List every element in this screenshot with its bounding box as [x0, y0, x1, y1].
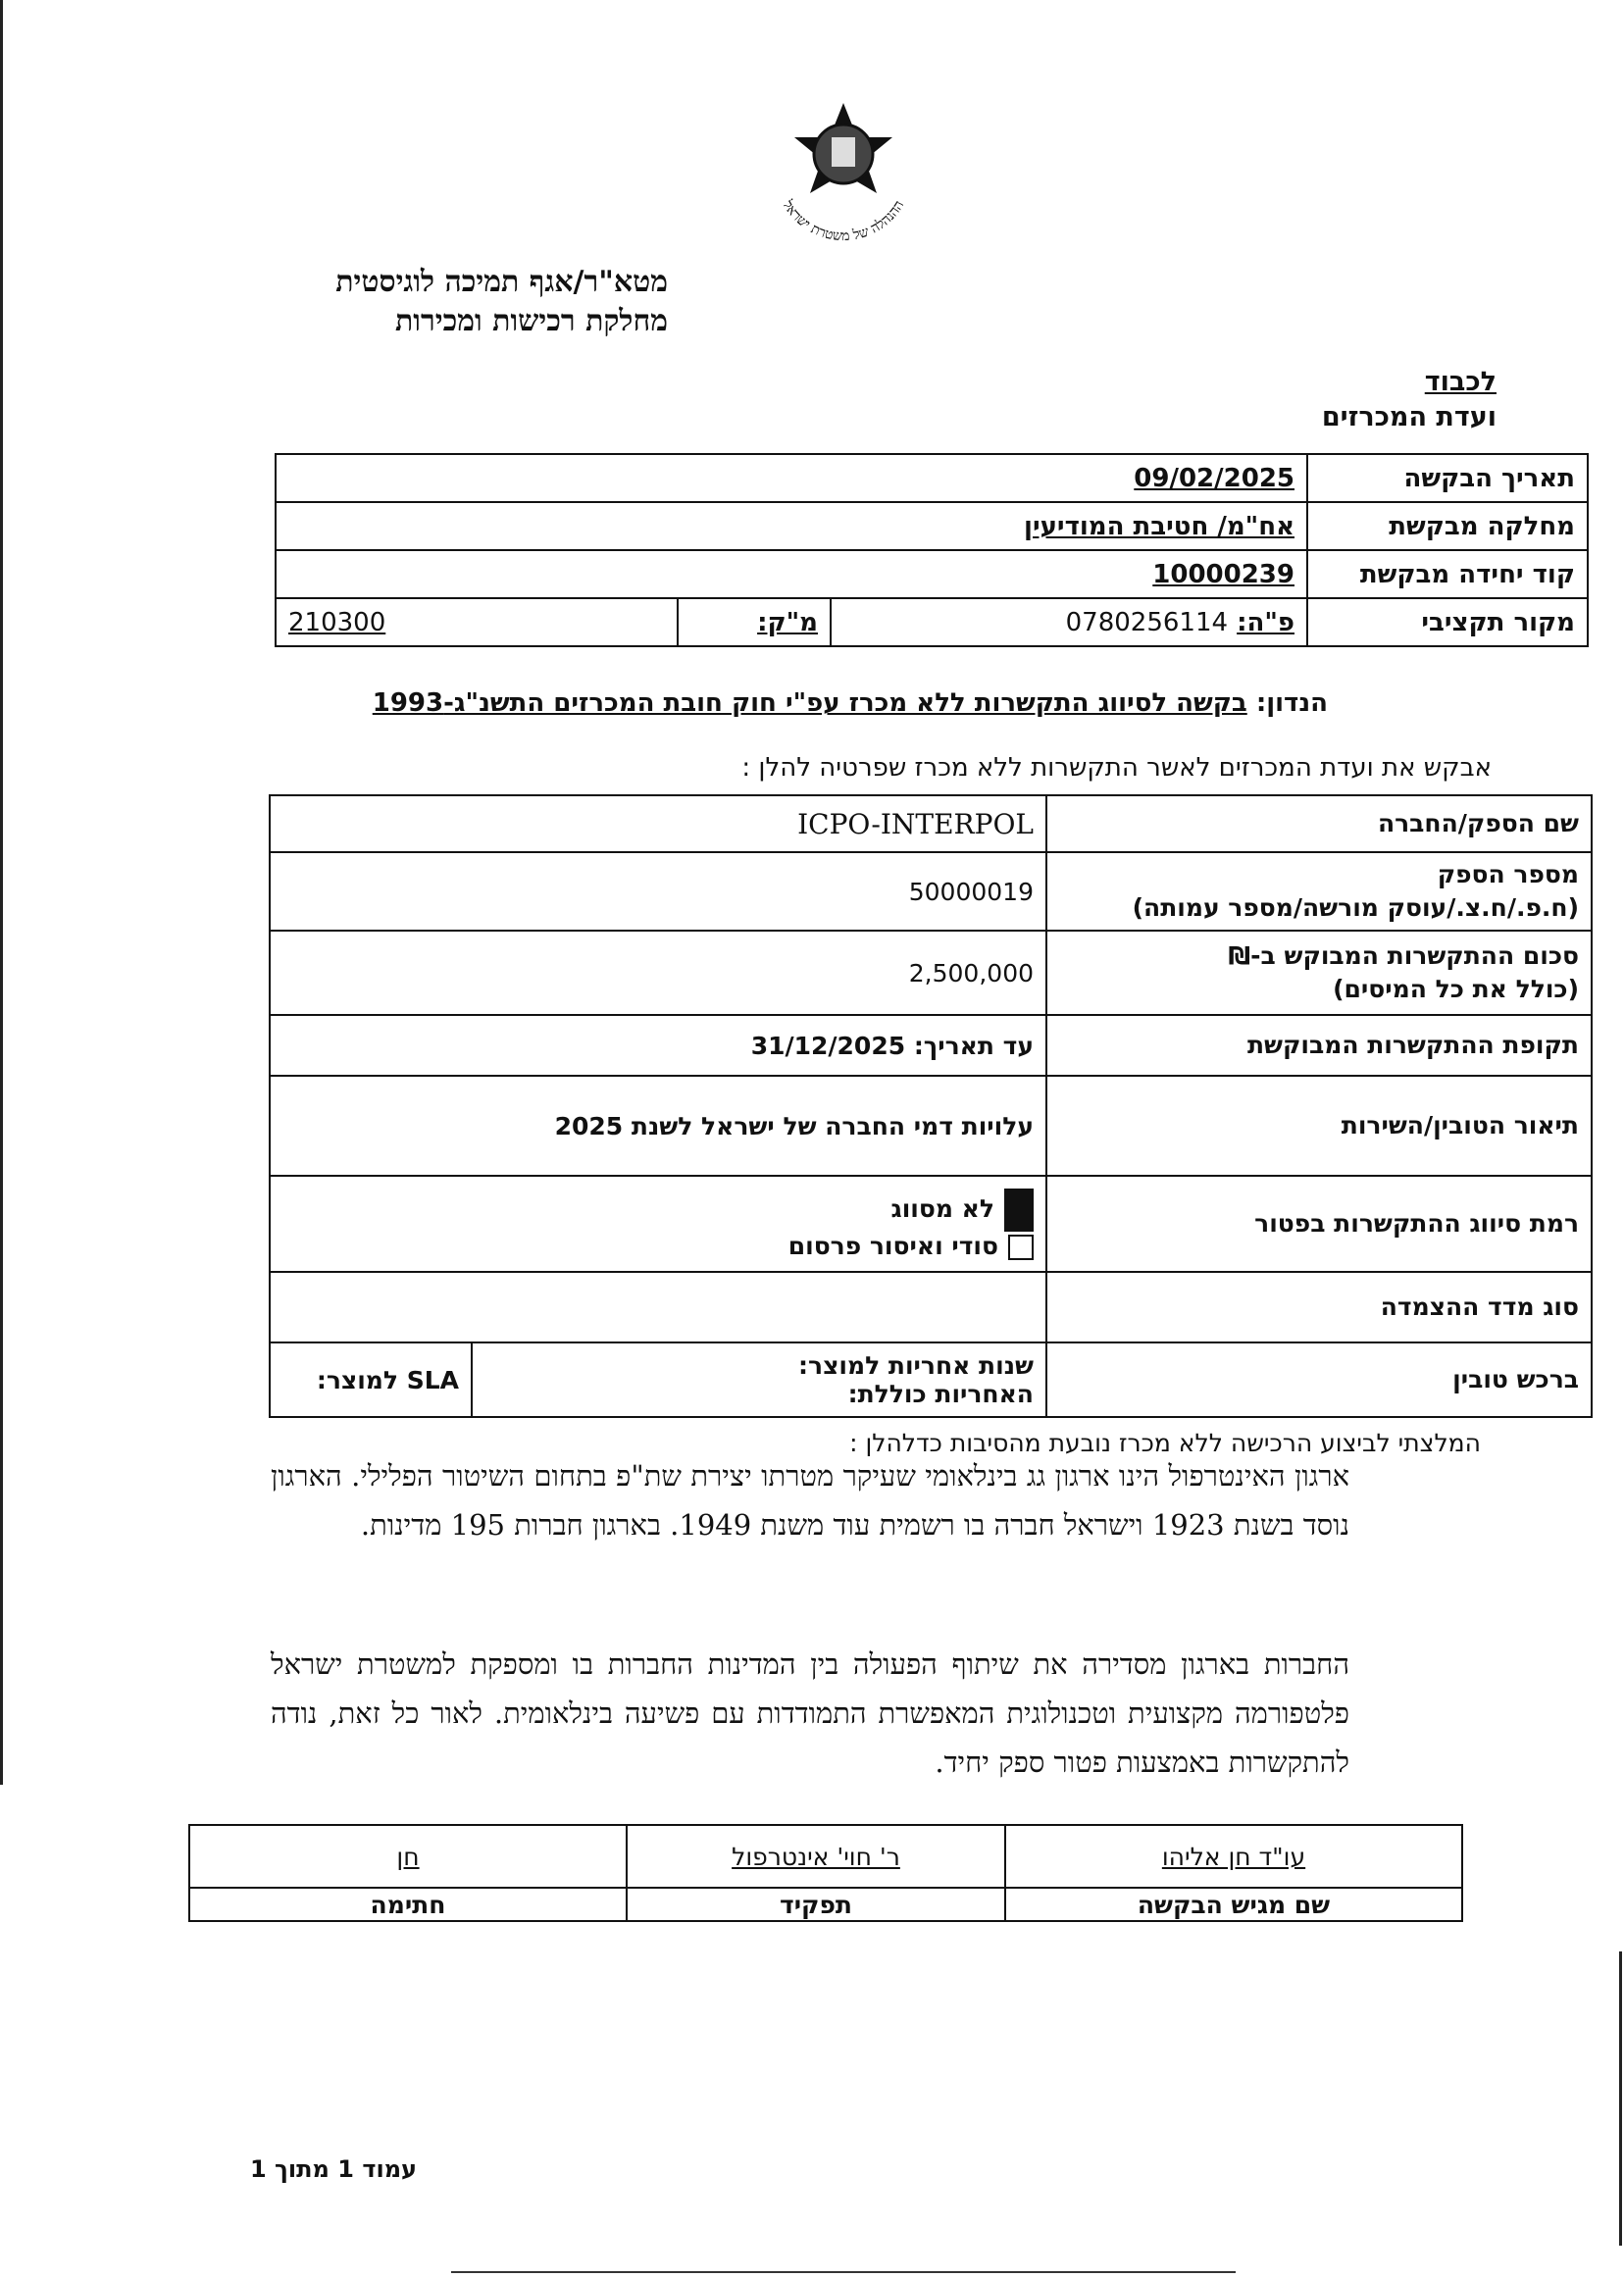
table-row	[270, 931, 1592, 1015]
unit-label: קוד יחידה מבקשת	[1307, 550, 1588, 598]
name-label: שם מגיש הבקשה	[1005, 1888, 1462, 1921]
classification-option-unclassified[interactable]: לא מסווג	[282, 1189, 1034, 1232]
reasons-paragraph-2: החברות בארגון מסדירה את שיתוף הפעולה בין המדינות החברות בו ומספקת למשטרת ישראל פלטפורמה מקצועית וטכנולוגית המאפשרת התמודדות עם פשיעה בינלאומית. לאור כל זאת, נודה להתקשרות באמצעות פטור ספק יחיד.	[271, 1647, 1349, 1779]
classification-label: רמת סיווג ההתקשרות בפטור	[1046, 1176, 1592, 1272]
reasons-heading: המלצתי לביצוע הרכישה ללא מכרז נובעת מהסיבות כדלהלן :	[849, 1429, 1481, 1457]
dept-value: אח"מ/ חטיבת המודיעין	[276, 502, 1307, 550]
period-value: עד תאריך: 31/12/2025	[270, 1015, 1046, 1076]
description-label: תיאור הטובין/השירות	[1046, 1076, 1592, 1176]
amount-value: 2,500,000	[270, 931, 1046, 1015]
role-label: תפקיד	[627, 1888, 1005, 1921]
divider	[451, 2271, 1236, 2273]
index-label: סוג מדד ההצמדה	[1046, 1272, 1592, 1342]
table-row	[276, 550, 1588, 598]
budget-mk-label: מ"ק:	[678, 598, 831, 646]
date-label: תאריך הבקשה	[1307, 454, 1588, 502]
table-row	[276, 502, 1588, 550]
table-row	[270, 1015, 1592, 1076]
to-label: לכבוד	[1424, 367, 1497, 397]
name-value: עו"ד חן אליהו	[1005, 1825, 1462, 1888]
budget-ph	[831, 598, 1307, 646]
request-info-table	[275, 453, 1589, 647]
table-row	[189, 1888, 1462, 1921]
checkbox-icon[interactable]	[1008, 1235, 1034, 1260]
unit-value: 10000239	[276, 550, 1307, 598]
classification-options	[270, 1176, 1046, 1272]
supplier-value: ICPO-INTERPOL	[270, 795, 1046, 852]
index-value	[270, 1272, 1046, 1342]
department-header	[335, 263, 668, 341]
page-edge	[0, 0, 3, 1785]
signature-table	[188, 1824, 1463, 1922]
period-label: תקופת ההתקשרות המבוקשת	[1046, 1015, 1592, 1076]
svg-text:ההנהלה של משטרת ישראל: ההנהלה של משטרת ישראל	[779, 197, 908, 245]
page-edge	[1619, 1951, 1622, 2246]
role-value: ר' חוי' אינטרפול	[627, 1825, 1005, 1888]
budget-ph-label: פ"ה:	[1237, 607, 1294, 637]
signature-label: חתימה	[189, 1888, 627, 1921]
subject-prefix: הנדון:	[1255, 688, 1328, 718]
signature-value: חן	[189, 1825, 627, 1888]
header-line-2: מחלקת רכישות ומכירות	[395, 304, 668, 338]
table-row	[270, 852, 1592, 931]
table-row	[270, 1342, 1592, 1417]
page-number: עמוד 1 מתוך 1	[250, 2155, 418, 2183]
supplier-no-value: 50000019	[270, 852, 1046, 931]
to-name: ועדת המכרזים	[1321, 402, 1497, 432]
intro-text: אבקש את ועדת המכרזים לאשר התקשרות ללא מכרז שפרטיה להלן :	[741, 753, 1492, 783]
subject-line	[373, 688, 1328, 718]
amount-label: סכום ההתקשרות המבוקש ב-₪ (כולל את כל המיסים)	[1046, 931, 1592, 1015]
supplier-no-label: מספר הספק (ח.פ./ח.צ./עוסק מורשה/מספר עמותה)	[1046, 852, 1592, 931]
header-line-1: מטא"ר/אגף תמיכה לוגיסטית	[335, 265, 668, 299]
table-row	[270, 1076, 1592, 1176]
table-row	[270, 795, 1592, 852]
dept-label: מחלקה מבקשת	[1307, 502, 1588, 550]
warranty-cell: שנות אחריות למוצר: האחריות כוללת:	[472, 1342, 1046, 1417]
recipient-block	[1322, 365, 1497, 435]
details-table	[269, 794, 1593, 1418]
supplier-label: שם הספק/החברה	[1046, 795, 1592, 852]
table-row	[276, 598, 1588, 646]
budget-label: מקור תקציבי	[1307, 598, 1588, 646]
budget-ph-value: 0780256114	[1065, 607, 1229, 637]
table-row	[276, 454, 1588, 502]
table-row	[189, 1825, 1462, 1888]
classification-option-secret[interactable]: סודי ואיסור פרסום	[282, 1232, 1034, 1260]
purchase-label: ברכש טובין	[1046, 1342, 1592, 1417]
checked-checkbox-icon[interactable]	[1004, 1189, 1034, 1232]
budget-mk-value: 210300	[276, 598, 678, 646]
date-value: 09/02/2025	[276, 454, 1307, 502]
reasons-paragraph-1: ארגון האינטרפול הינו ארגון גג בינלאומי שעיקר מטרתו יצירת שת"פ בתחום השיטור הפלילי. הארגון נוסד בשנת 1923 וישראל חברה בו רשמית עוד משנת 1949. בארגון חברות 195 מדינות.	[271, 1459, 1349, 1542]
israel-police-emblem-icon	[755, 93, 932, 250]
description-value: עלויות דמי החברה של ישראל לשנת 2025	[270, 1076, 1046, 1176]
table-row	[270, 1176, 1592, 1272]
subject-text: בקשה לסיווג התקשרות ללא מכרז עפ"י חוק חובת המכרזים התשנ"ג-1993	[372, 688, 1247, 718]
sla-label: SLA למוצר:	[270, 1342, 472, 1417]
table-row	[270, 1272, 1592, 1342]
